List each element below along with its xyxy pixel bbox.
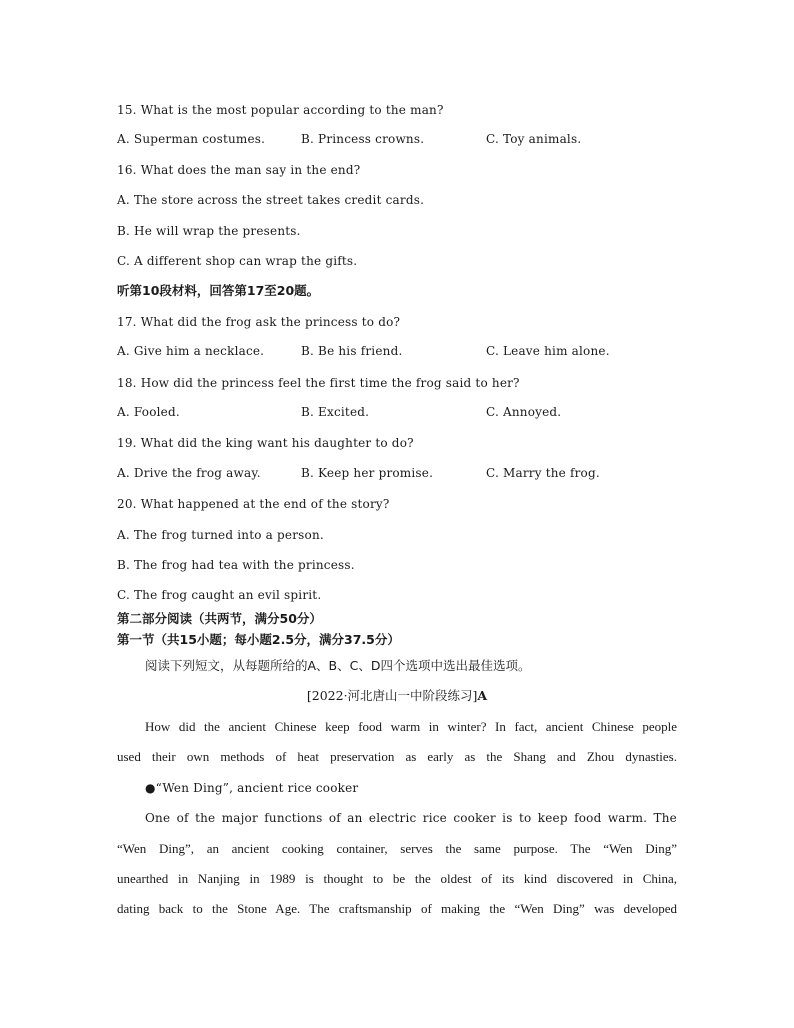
q17-option-c: C. Leave him alone.	[486, 344, 610, 358]
part-2-heading: 第二部分阅读（共两节，满分50分）	[117, 611, 322, 626]
q18-option-b: B. Excited.	[301, 405, 370, 419]
passage-p1-line2: used their own methods of heat preservation as early as the Shang and Zhou dynasties.	[117, 749, 677, 764]
passage-source	[0, 688, 794, 704]
q17-option-b: B. Be his friend.	[301, 344, 403, 358]
passage-p1-line1: How did the ancient Chinese keep food warm in winter? In fact, ancient Chinese people	[145, 719, 677, 734]
question-15: 15. What is the most popular according to the man?	[117, 103, 444, 117]
q17-option-a: A. Give him a necklace.	[117, 344, 265, 358]
passage-bullet-heading: ●“Wen Ding”, ancient rice cooker	[145, 781, 359, 795]
q19-option-a: A. Drive the frog away.	[117, 466, 261, 480]
question-20: 20. What happened at the end of the story?	[117, 497, 390, 511]
q16-option-b: B. He will wrap the presents.	[117, 224, 301, 238]
q15-option-a: A. Superman costumes.	[117, 132, 266, 146]
q19-option-c: C. Marry the frog.	[486, 466, 600, 480]
passage-p2-line1: One of the major functions of an electric rice cooker is to keep food warm. The	[145, 811, 677, 825]
question-16: 16. What does the man say in the end?	[117, 163, 361, 177]
question-19: 19. What did the king want his daughter to do?	[117, 436, 414, 450]
q18-option-a: A. Fooled.	[117, 405, 180, 419]
section-1-heading: 第一节（共15小题；每小题2.5分，满分37.5分）	[117, 632, 400, 647]
q15-option-c: C. Toy animals.	[486, 132, 582, 146]
passage-label: A	[477, 688, 488, 703]
q20-option-c: C. The frog caught an evil spirit.	[117, 588, 322, 602]
question-18: 18. How did the princess feel the first time the frog said to her?	[117, 376, 520, 390]
q16-option-a: A. The store across the street takes credit cards.	[117, 193, 425, 207]
q15-option-b: B. Princess crowns.	[301, 132, 425, 146]
reading-instruction: 阅读下列短文，从每题所给的A、B、C、D四个选项中选出最佳选项。	[145, 658, 531, 673]
q18-option-c: C. Annoyed.	[486, 405, 562, 419]
q20-option-b: B. The frog had tea with the princess.	[117, 558, 355, 572]
passage-source-text: [2022·河北唐山一中阶段练习]	[306, 688, 478, 703]
passage-p2-line3: unearthed in Nanjing in 1989 is thought to be the oldest of its kind discovered in China,	[117, 871, 677, 886]
q16-option-c: C. A different shop can wrap the gifts.	[117, 254, 358, 268]
q20-option-a: A. The frog turned into a person.	[117, 528, 324, 542]
question-17: 17. What did the frog ask the princess to do?	[117, 315, 401, 329]
passage-p2-line2: “Wen Ding”, an ancient cooking container, serves the same purpose. The “Wen Ding”	[117, 841, 677, 856]
section-10-heading: 听第10段材料，回答第17至20题。	[117, 283, 320, 298]
q19-option-b: B. Keep her promise.	[301, 466, 434, 480]
passage-p2-line4: dating back to the Stone Age. The craftsmanship of making the “Wen Ding” was developed	[117, 901, 677, 916]
